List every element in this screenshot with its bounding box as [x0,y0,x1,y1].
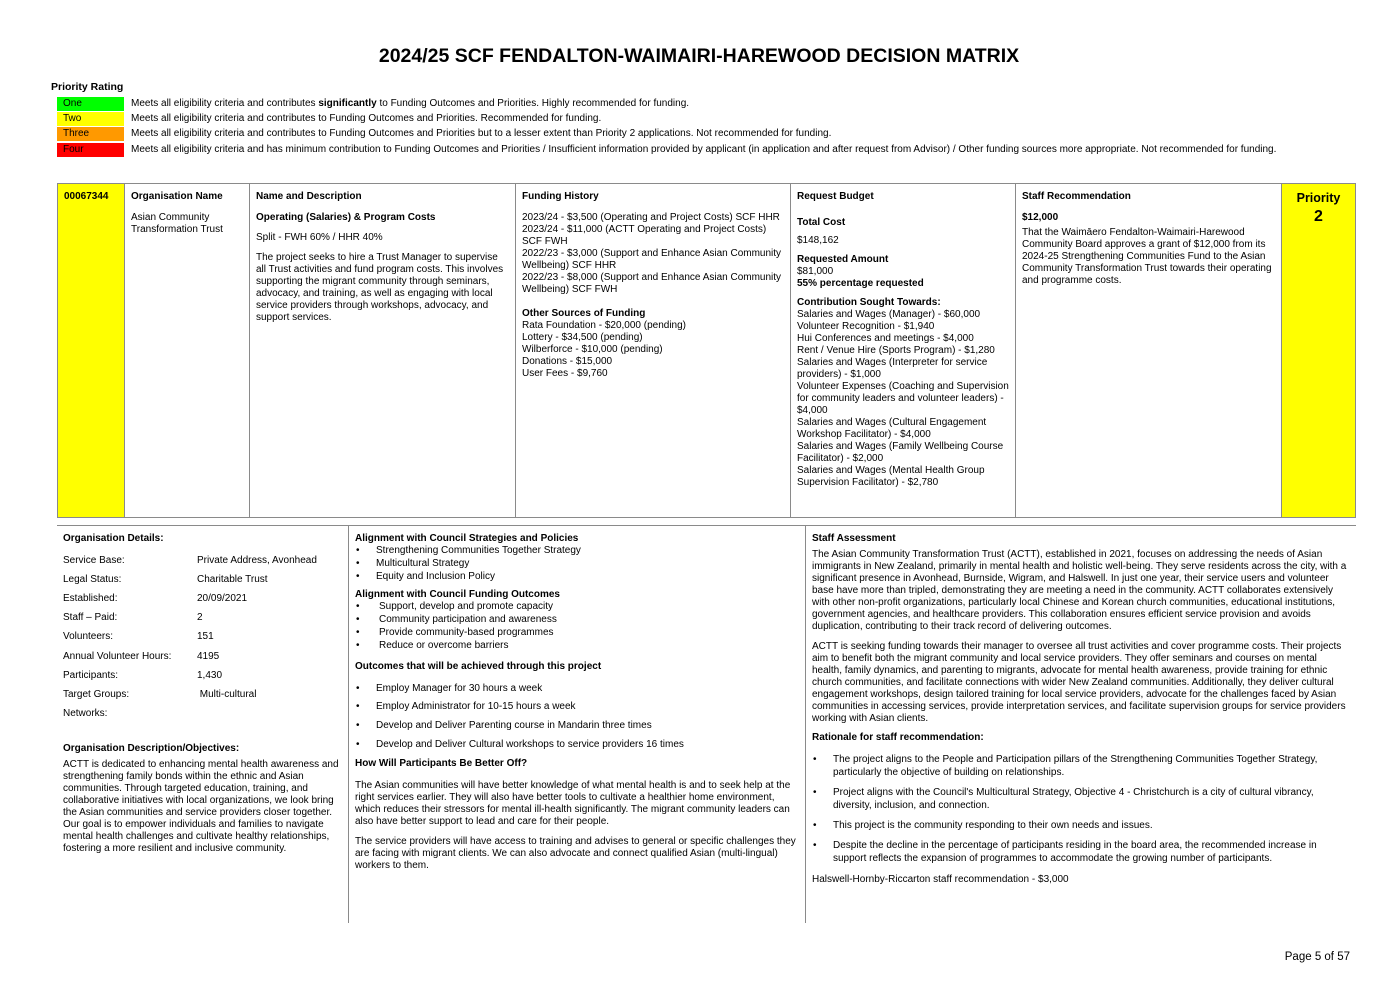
other-source-item: User Fees - $9,760 [522,368,608,379]
list-item: • Equity and Inclusion Policy [355,571,801,584]
priority-legend-one [57,97,690,111]
priority-description-four: Meets all eligibility criteria and has minimum contribution to Funding Outcomes and Priorities / Insufficient information provided by applicant (in application and after request from Advisor) / Other funding sources more appropriate. Not recommended for funding. [131,144,1277,155]
assessment-paragraph: ACTT is seeking funding towards their manager to oversee all trust activities and cover programme costs. Their projects aim to benefit both the migrant community and local service providers. They offer seminars and courses on mental health, family dynamics, and parenting to migrants, advocate for mental health awareness, provide training for ethnic church communities, and facilitate connections with wider New Zealand communities. Additionally, they deliver cultural engagement workshops, design tailored training for local service providers, advocate for the challenges faced by Asian communities in accessing services, provide interpretation services, and facilitate supervision groups for service providers working with Asian clients. [812,641,1346,724]
list-item: • Develop and Deliver Cultural workshops to service providers 16 times [355,739,801,752]
column-divider [805,526,806,923]
request-budget-heading: Request Budget [797,191,874,202]
staff-assessment-heading: Staff Assessment [812,533,896,544]
list-item: • Despite the decline in the percentage of participants residing in the board area, the recommended increase in support reflects the expansion of programmes to accommodate the growing number of participants. [812,840,1349,866]
staff-assessment-column [812,533,1349,886]
staff-recommendation-cell [1016,184,1282,517]
page-title: 2024/25 SCF FENDALTON-WAIMAIRI-HAREWOOD DECISION MATRIX [378,45,1020,67]
funding-history-item: 2023/24 - $11,000 (ACTT Operating and Project Costs) SCF FWH [522,224,767,247]
percentage-requested: 55% percentage requested [797,278,924,289]
funding-history-item: 2022/23 - $8,000 (Support and Enhance Asian Community Wellbeing) SCF FWH [522,272,782,295]
priority-legend-four [57,143,1277,157]
contribution-item: Rent / Venue Hire (Sports Program) - $1,280 [797,345,995,356]
better-off-heading: How Will Participants Be Better Off? [355,757,528,769]
section-divider [57,525,1356,526]
organisation-name-cell [125,184,250,517]
objectives-heading: Organisation Description/Objectives: [63,743,240,754]
staff-recommendation-amount: $12,000 [1022,212,1059,223]
detail-value: 151 [197,631,214,642]
organisation-name-heading: Organisation Name [131,191,223,202]
detail-value: 20/09/2021 [197,593,248,604]
contribution-item: Salaries and Wages (Interpreter for service providers) - $1,000 [797,357,988,380]
contribution-item: Volunteer Recognition - $1,940 [797,321,935,332]
priority-description-two: Meets all eligibility criteria and contributes to Funding Outcomes and Priorities. Recommended for funding. [131,113,602,124]
other-source-item: Donations - $15,000 [522,356,613,367]
application-id: 00067344 [64,191,109,202]
contribution-item: Volunteer Expenses (Coaching and Supervision for community leaders and volunteer leaders) - $4,000 [797,381,1009,416]
detail-label: Staff – Paid: [63,612,118,623]
better-off-paragraph: The Asian communities will have better knowledge of what mental health is and to seek help at the right services earlier. They will also have better tools to cultivate a healthier home environment, which reduces their stressors for mental ill-health significantly. The migrant community leaders can also have better support to lead and care for their people. [355,779,791,827]
detail-label: Service Base: [63,555,125,566]
detail-label: Target Groups: [63,689,130,700]
contribution-item: Salaries and Wages (Family Wellbeing Course Facilitator) - $2,000 [797,441,1004,464]
funding-history-item: 2023/24 - $3,500 (Operating and Project Costs) SCF HHR [522,212,780,223]
other-board-recommendation: Halswell-Hornby-Riccarton staff recommendation - $3,000 [812,873,1069,885]
column-divider [348,526,349,923]
priority-swatch-four: Four [57,143,124,157]
objectives-text: ACTT is dedicated to enhancing mental health awareness and strengthening family bonds within the ethnic and Asian communities. Through targeted education, training, and collaborative initiatives with local organizations, we look bring the Asian communities and service providers closer together. Our goal is to empower individuals and families to navigate mental health challenges and cultivate healthy relationships, fostering a more resilient and inclusive community. [63,759,339,854]
project-description: The project seeks to hire a Trust Manager to supervise all Trust activities and fund program costs. This involves supporting the migrant community through seminars, advocacy, and training, as well as engaging with local service providers through workshops, advocacy, and support services. [256,252,504,323]
total-cost-label: Total Cost [797,217,846,228]
list-item: • Project aligns with the Council's Multicultural Strategy, Objective 4 - Christchurch is a city of cultural vibrancy, diversity, inclusion, and connection. [812,787,1349,813]
contribution-item: Salaries and Wages (Mental Health Group Supervision Facilitator) - $2,780 [797,465,985,488]
contribution-item: Salaries and Wages (Manager) - $60,000 [797,309,981,320]
detail-label: Legal Status: [63,574,122,585]
assessment-paragraph: The Asian Community Transformation Trust (ACTT), established in 2021, focuses on addressing the needs of Asian immigrants in New Zealand, primarily in mental health and holistic well-being. They serve residents across the city, with a significant presence in Avonhead, Burnside, Wigram, and Halswell. In just one year, their service users and volunteer base have more than tripled, demonstrating they are meeting a need in the community. ACTT collaborates extensively with other non-profit organizations, particularly local Chinese and Korean church communities, educational institutions, government agencies, and healthcare providers. This collaboration ensures efficient service provision and avoids duplication, contributing to their track record of delivering outcomes. [812,549,1347,632]
list-item: • This project is the community responding to their own needs and issues. [812,820,1349,833]
contribution-heading: Contribution Sought Towards: [797,297,941,308]
priority-legend-three [57,127,832,141]
priority-swatch-two: Two [57,112,124,126]
description-cell [250,184,516,517]
other-sources-heading: Other Sources of Funding [522,308,646,319]
requested-amount-label: Requested Amount [797,254,889,265]
organisation-name: Asian Community Transformation Trust [131,212,223,235]
list-item: • Strengthening Communities Together Strategy [355,545,801,558]
contribution-item: Hui Conferences and meetings - $4,000 [797,333,974,344]
priority-swatch-one: One [57,97,124,111]
list-item: • Community participation and awareness [355,614,801,627]
staff-recommendation-heading: Staff Recommendation [1022,191,1131,202]
detail-value: Multi-cultural [197,689,257,700]
project-title: Operating (Salaries) & Program Costs [256,212,436,223]
alignment-column [355,533,801,872]
list-item: • Multicultural Strategy [355,558,801,571]
priority-legend-two [57,112,602,126]
detail-value: Private Address, Avonhead [197,555,317,566]
better-off-paragraph: The service providers will have access to training and advises to general or specific challenges they are facing with migrant clients. We can also advocate and connect qualified Asian (multi-lingual) workers to them. [355,835,796,871]
priority-swatch-three: Three [57,127,124,141]
priority-cell [1282,184,1355,517]
funding-history-heading: Funding History [522,191,599,202]
funding-history-cell [516,184,791,517]
detail-value: 4195 [197,651,220,662]
detail-label: Annual Volunteer Hours: [63,651,172,662]
list-item: • Provide community-based programmes [355,627,801,640]
priority-description-one: Meets all eligibility criteria and contributes significantly to Funding Outcomes and Priorities. Highly recommended for funding. [131,98,690,109]
organisation-details-heading: Organisation Details: [63,533,164,544]
detail-value: 1,430 [197,670,223,681]
project-outcomes-list [355,683,801,752]
other-source-item: Rata Foundation - $20,000 (pending) [522,320,687,331]
contribution-item: Salaries and Wages (Cultural Engagement Workshop Facilitator) - $4,000 [797,417,987,440]
spacer [522,296,784,306]
detail-value: 2 [197,612,203,623]
page-number: Page 5 of 57 [1284,951,1350,963]
requested-amount-value: $81,000 [797,266,834,277]
priority-rating-heading: Priority Rating [51,81,124,93]
description-heading: Name and Description [256,191,362,202]
list-item: • Reduce or overcome barriers [355,640,801,653]
list-item: • The project aligns to the People and Participation pillars of the Strengthening Communities Together Strategy, particularly the objective of building on relationships. [812,754,1349,780]
list-item: • Develop and Deliver Parenting course in Mandarin three times [355,720,801,733]
project-outcomes-heading: Outcomes that will be achieved through this project [355,660,602,672]
outcomes-list [355,601,801,652]
outcomes-heading: Alignment with Council Funding Outcomes [355,589,560,601]
request-budget-cell [791,184,1016,517]
staff-recommendation-text: That the Waimāero Fendalton-Waimairi-Harewood Community Board approves a grant of $12,000 from its 2024-25 Strengthening Communities Fund to the Asian Community Transformation Trust towards their operating and programme costs. [1022,227,1272,286]
list-item: • Support, develop and promote capacity [355,601,801,614]
rationale-heading: Rationale for staff recommendation: [812,732,984,743]
detail-label: Networks: [63,708,108,719]
decision-matrix-table [57,183,1356,518]
application-id-cell [58,184,125,517]
strategies-heading: Alignment with Council Strategies and Policies [355,533,579,544]
detail-label: Established: [63,593,118,604]
list-item: • Employ Manager for 30 hours a week [355,683,801,696]
other-source-item: Lottery - $34,500 (pending) [522,332,643,343]
funding-split: Split - FWH 60% / HHR 40% [256,232,383,243]
other-source-item: Wilberforce - $10,000 (pending) [522,344,663,355]
strategies-list [355,545,801,583]
detail-value: Charitable Trust [197,574,268,585]
funding-history-item: 2022/23 - $3,000 (Support and Enhance Asian Community Wellbeing) SCF HHR [522,248,782,271]
list-item: • Employ Administrator for 10-15 hours a week [355,701,801,714]
priority-label: Priority [1296,191,1341,205]
priority-description-three: Meets all eligibility criteria and contributes to Funding Outcomes and Priorities but to a lesser extent than Priority 2 applications. Not recommended for funding. [131,128,832,139]
rationale-list [812,754,1349,866]
detail-label: Volunteers: [63,631,114,642]
priority-value: 2 [1314,208,1323,225]
detail-label: Participants: [63,670,119,681]
total-cost-value: $148,162 [797,235,839,246]
